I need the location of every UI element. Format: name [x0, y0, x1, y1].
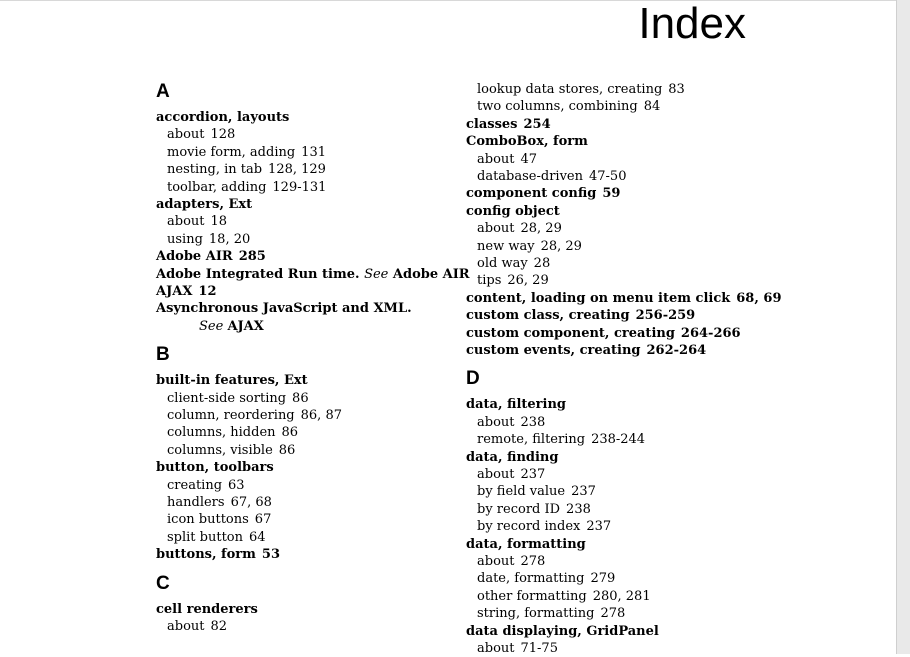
page-numbers: 128	[210, 127, 236, 143]
index-term: client-side sorting	[167, 390, 287, 406]
index-entry	[156, 300, 412, 317]
page-numbers: 84	[643, 99, 661, 115]
index-entry	[466, 325, 741, 342]
index-term: button, toolbars	[156, 460, 274, 476]
page-numbers: 26, 29	[507, 273, 549, 289]
index-subentry	[156, 318, 264, 335]
page-numbers: 238-244	[591, 432, 646, 448]
index-term: about	[167, 214, 205, 230]
page-numbers: 285	[238, 249, 266, 265]
index-subentry	[156, 144, 326, 161]
page-numbers: 67	[254, 512, 272, 528]
page-numbers: 237	[571, 484, 596, 500]
index-term: nesting, in tab	[167, 162, 263, 178]
page-numbers: 59	[602, 186, 621, 202]
index-term: about	[477, 414, 515, 430]
index-entry	[156, 601, 258, 618]
index-subentry	[156, 390, 309, 407]
index-subentry	[156, 511, 271, 528]
index-term: lookup data stores, creating	[477, 82, 663, 97]
page-numbers: 256-259	[635, 308, 696, 324]
page-numbers: 86	[278, 442, 296, 458]
index-subentry	[156, 213, 227, 230]
index-subentry	[466, 466, 545, 483]
page-numbers: 12	[198, 284, 217, 299]
page-numbers: 83	[668, 82, 685, 97]
index-letter-heading: C	[156, 572, 170, 594]
index-subentry	[466, 272, 549, 289]
index-term: about	[477, 554, 515, 569]
index-term: string, formatting	[477, 606, 595, 622]
index-term: handlers	[167, 495, 225, 510]
index-term: data, formatting	[466, 536, 586, 552]
index-term: icon buttons	[167, 512, 249, 528]
page-numbers: 64	[249, 529, 266, 545]
page-numbers: 28, 29	[540, 238, 582, 254]
index-subentry	[466, 151, 537, 168]
index-term: adapters, Ext	[156, 197, 253, 212]
index-subentry	[466, 483, 596, 500]
index-term: by field value	[477, 484, 566, 500]
index-term: built-in features, Ext	[156, 373, 308, 389]
index-entry	[156, 266, 470, 283]
index-term: content, loading on menu item click	[466, 290, 731, 306]
index-term: custom component, creating	[466, 325, 675, 341]
page-numbers: 47	[520, 151, 538, 167]
index-subentry	[156, 231, 250, 248]
index-entry	[466, 396, 566, 413]
index-entry	[156, 196, 252, 213]
index-term: by record ID	[477, 501, 561, 517]
index-entry	[466, 623, 659, 640]
index-subentry	[466, 414, 545, 431]
index-entry	[466, 290, 782, 307]
page-title: Index	[638, 0, 746, 48]
page-numbers: 86, 87	[300, 408, 342, 423]
index-letter-heading: B	[156, 344, 170, 366]
index-entry	[156, 546, 280, 563]
see-reference: See	[199, 318, 224, 334]
index-entry	[156, 372, 308, 389]
page-numbers: 128, 129	[268, 162, 326, 178]
index-term: old way	[477, 256, 528, 271]
index-entry	[466, 116, 551, 133]
index-term: split button	[167, 529, 244, 545]
page-numbers: 238	[566, 501, 591, 517]
index-term: database-driven	[477, 169, 583, 184]
page-numbers: 86	[292, 390, 309, 406]
index-term: config object	[466, 203, 560, 219]
index-term: remote, filtering	[477, 432, 586, 448]
page-numbers: 129-131	[272, 179, 327, 195]
index-term: Adobe Integrated Run time.	[156, 266, 360, 282]
page-numbers: 53	[261, 547, 281, 563]
index-term: date, formatting	[477, 571, 585, 587]
index-term: data, filtering	[466, 397, 566, 413]
index-subentry	[466, 640, 558, 657]
page-numbers: 131	[301, 144, 326, 160]
index-term: AJAX	[156, 284, 193, 299]
index-subentry	[466, 220, 562, 237]
index-term: movie form, adding	[167, 144, 296, 160]
page-numbers: 47-50	[588, 169, 627, 184]
index-term: about	[167, 619, 205, 634]
index-term: custom events, creating	[466, 343, 641, 358]
index-subentry	[156, 477, 245, 494]
index-subentry	[156, 442, 295, 459]
index-letter-heading: D	[466, 368, 480, 390]
index-term: buttons, form	[156, 547, 256, 563]
page-numbers: 18, 20	[208, 231, 251, 247]
index-term: columns, hidden	[167, 425, 276, 441]
index-subentry	[466, 238, 582, 255]
index-entry	[466, 133, 588, 150]
index-subentry	[466, 255, 550, 272]
index-term: creating	[167, 477, 223, 493]
index-term: data displaying, GridPanel	[466, 623, 659, 639]
see-target: AJAX	[227, 318, 264, 334]
index-subentry	[466, 98, 660, 115]
index-term: using	[167, 231, 203, 247]
page-numbers: 68, 69	[736, 290, 782, 306]
index-subentry	[466, 553, 545, 570]
index-entry	[156, 248, 266, 265]
index-term: about	[477, 151, 515, 167]
index-subentry	[156, 424, 298, 441]
index-subentry	[156, 161, 326, 178]
index-entry	[466, 449, 558, 466]
index-entry	[466, 342, 706, 359]
index-entry	[156, 459, 274, 476]
index-subentry	[466, 605, 625, 622]
index-subentry	[156, 618, 227, 635]
page-numbers: 238	[520, 414, 546, 430]
page-numbers: 71-75	[520, 641, 558, 656]
page-numbers: 63	[228, 477, 245, 493]
index-term: cell renderers	[156, 601, 258, 617]
index-subentry	[466, 518, 611, 535]
index-term: about	[477, 221, 515, 237]
index-subentry	[466, 168, 626, 185]
index-term: Adobe AIR	[156, 249, 233, 265]
index-term: Asynchronous JavaScript and XML.	[156, 301, 412, 317]
page-numbers: 254	[523, 116, 551, 132]
see-reference: See	[364, 266, 389, 282]
index-entry	[466, 307, 695, 324]
page-numbers: 28	[533, 256, 551, 271]
index-term: ComboBox, form	[466, 134, 588, 150]
page-numbers: 262-264	[646, 343, 707, 358]
index-subentry	[156, 529, 266, 546]
index-entry	[466, 203, 560, 220]
page-numbers: 280, 281	[592, 588, 651, 604]
index-term: tips	[477, 273, 502, 289]
index-term: about	[477, 467, 515, 482]
index-entry	[156, 283, 217, 300]
index-subentry	[466, 431, 645, 448]
page-numbers: 237	[586, 519, 612, 535]
index-term: by record index	[477, 519, 581, 535]
page-numbers: 278	[600, 606, 626, 622]
page-numbers: 279	[590, 571, 616, 587]
index-term: about	[477, 641, 515, 656]
index-term: new way	[477, 238, 535, 254]
index-subentry	[156, 179, 326, 196]
page-numbers: 82	[210, 619, 228, 634]
page-numbers: 278	[520, 554, 546, 569]
index-entry	[156, 109, 289, 126]
index-subentry	[466, 81, 685, 98]
index-term: component config	[466, 186, 597, 202]
index-term: column, reordering	[167, 408, 295, 423]
index-term: classes	[466, 116, 518, 132]
index-term: other formatting	[477, 588, 587, 604]
index-letter-heading: A	[156, 81, 170, 102]
page-numbers: 86	[281, 425, 299, 441]
index-term: accordion, layouts	[156, 110, 290, 125]
index-subentry	[466, 501, 591, 518]
index-entry	[466, 185, 620, 202]
page-numbers: 264-266	[680, 325, 741, 341]
scrollbar-track[interactable]	[896, 0, 910, 654]
page-numbers: 237	[520, 467, 546, 482]
index-subentry	[156, 407, 342, 424]
page-numbers: 18	[210, 214, 228, 230]
index-term: custom class, creating	[466, 308, 630, 324]
index-term: columns, visible	[167, 442, 273, 458]
see-target: Adobe AIR	[392, 266, 470, 282]
index-term: toolbar, adding	[167, 179, 267, 195]
index-term: data, finding	[466, 449, 559, 465]
index-term: two columns, combining	[477, 99, 638, 115]
page-numbers: 28, 29	[520, 221, 562, 237]
index-subentry	[466, 588, 651, 605]
index-term: about	[167, 127, 205, 143]
index-subentry	[466, 570, 615, 587]
index-subentry	[156, 126, 235, 143]
page-numbers: 67, 68	[230, 495, 272, 510]
index-entry	[466, 536, 586, 553]
index-subentry	[156, 494, 272, 511]
